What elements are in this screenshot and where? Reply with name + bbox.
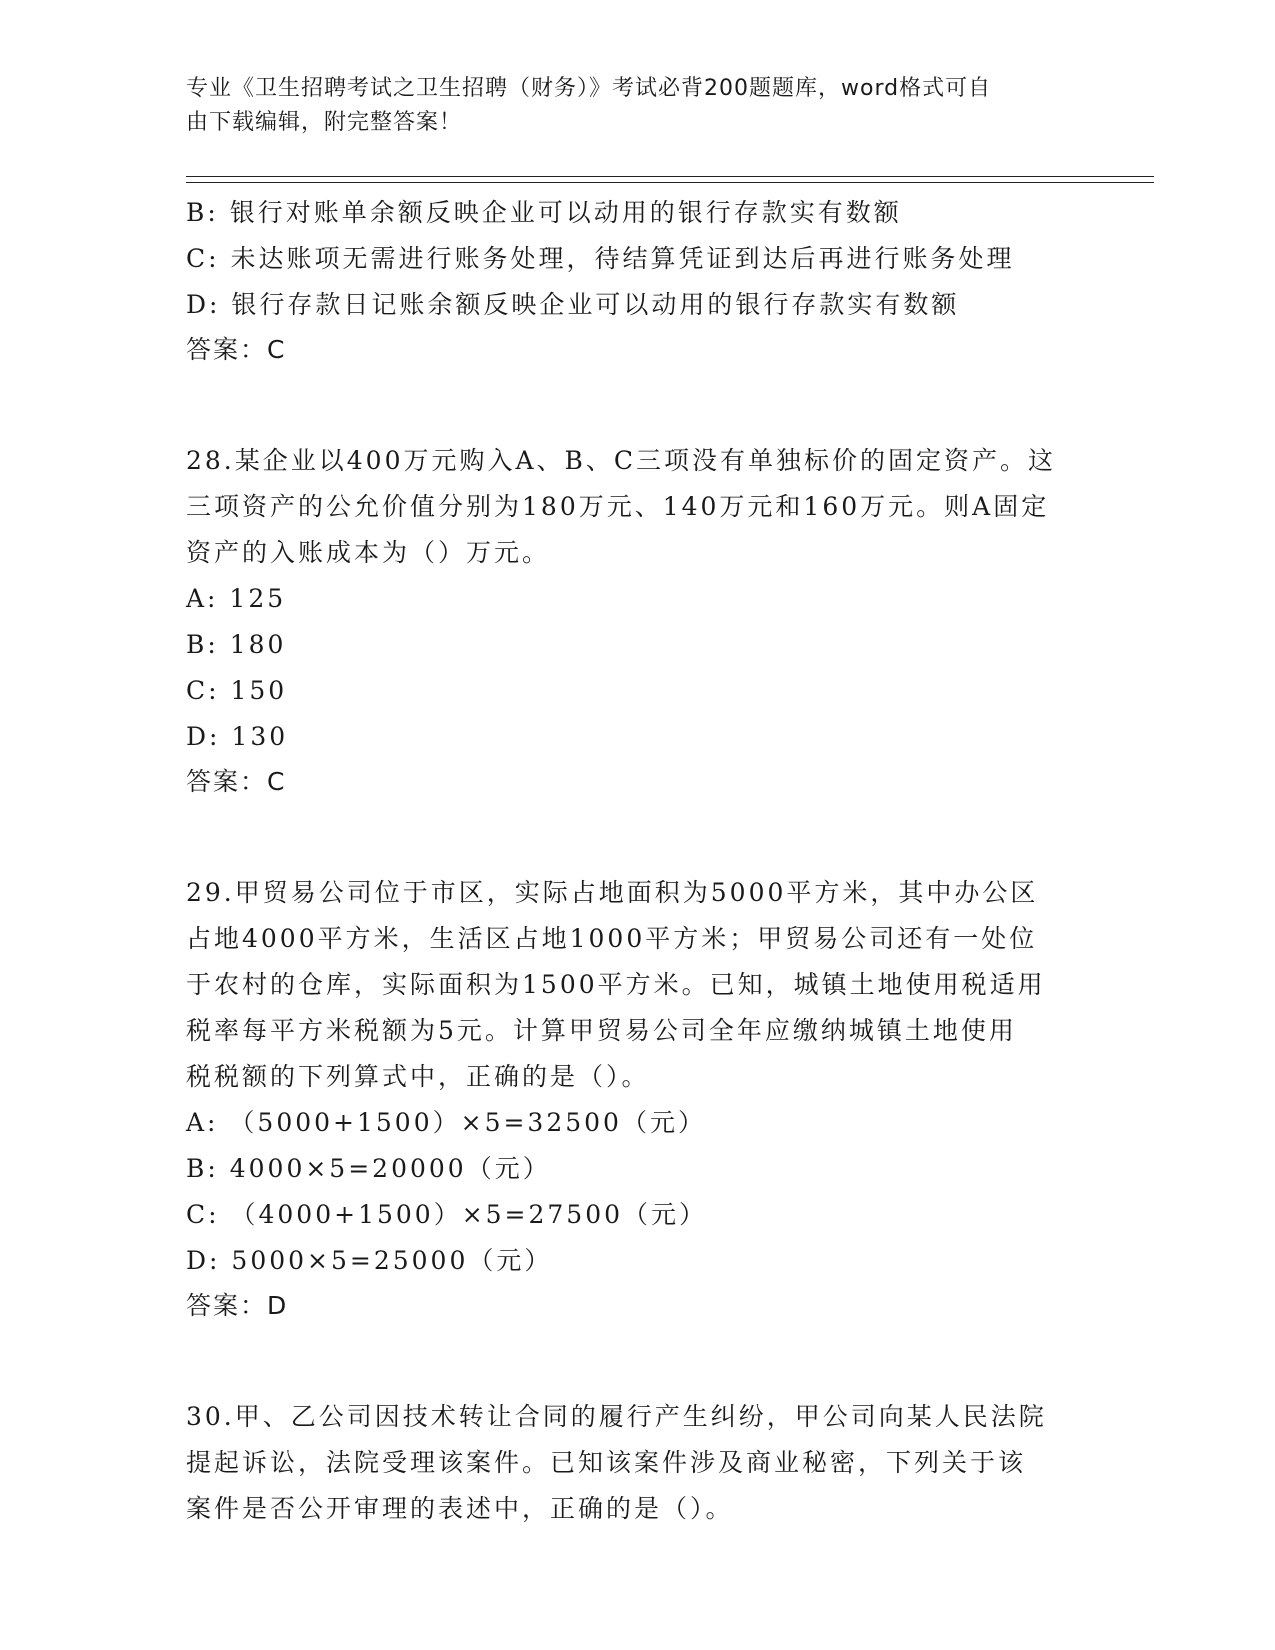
question-29 [186,870,1086,1328]
answer-label: 答案：D [186,1291,289,1320]
question-27-continued [186,190,1086,372]
question-text-line: 28.某企业以400万元购入A、B、C三项没有单独标价的固定资产。这 [186,446,1057,475]
answer-label: 答案：C [186,335,287,364]
option-d: D: 130 [186,722,289,751]
header-divider-bottom [186,182,1154,183]
question-text-line: 29.甲贸易公司位于市区，实际占地面积为5000平方米，其中办公区 [186,878,1039,907]
option-d: D: 5000×5=25000（元） [186,1246,553,1275]
option-c: C: （4000+1500）×5=27500（元） [186,1200,708,1229]
document-header [186,72,1076,140]
question-text-line: 案件是否公开审理的表述中，正确的是（）。 [186,1494,734,1523]
option-b: B: 银行对账单余额反映企业可以动用的银行存款实有数额 [186,198,902,227]
option-c: C: 150 [186,676,288,705]
question-text-line: 资产的入账成本为（）万元。 [186,538,551,567]
question-text-line: 于农村的仓库，实际面积为1500平方米。已知，城镇土地使用税适用 [186,970,1046,999]
question-28 [186,438,1086,804]
header-line-2: 由下载编辑，附完整答案！ [186,110,463,135]
header-line-1: 专业《卫生招聘考试之卫生招聘（财务）》考试必背200题题库，word格式可自 [186,76,992,101]
question-30 [186,1394,1086,1532]
option-a: A: （5000+1500）×5=32500（元） [186,1108,706,1137]
option-d: D: 银行存款日记账余额反映企业可以动用的银行存款实有数额 [186,290,960,319]
question-text-line: 占地4000平方米，生活区占地1000平方米；甲贸易公司还有一处位 [186,924,1038,953]
header-divider-top [186,176,1154,177]
question-text-line: 税税额的下列算式中，正确的是（）。 [186,1062,650,1091]
question-text-line: 30.甲、乙公司因技术转让合同的履行产生纠纷，甲公司向某人民法院 [186,1402,1047,1431]
option-b: B: 4000×5=20000（元） [186,1154,551,1183]
option-c: C: 未达账项无需进行账务处理，待结算凭证到达后再进行账务处理 [186,244,1015,273]
document-body [186,190,1086,1532]
option-a: A: 125 [186,584,287,613]
answer-label: 答案：C [186,767,287,796]
question-text-line: 税率每平方米税额为5元。计算甲贸易公司全年应缴纳城镇土地使用 [186,1016,1017,1045]
option-b: B: 180 [186,630,287,659]
question-text-line: 提起诉讼，法院受理该案件。已知该案件涉及商业秘密，下列关于该 [186,1448,1027,1477]
question-text-line: 三项资产的公允价值分别为180万元、140万元和160万元。则A固定 [186,492,1050,521]
